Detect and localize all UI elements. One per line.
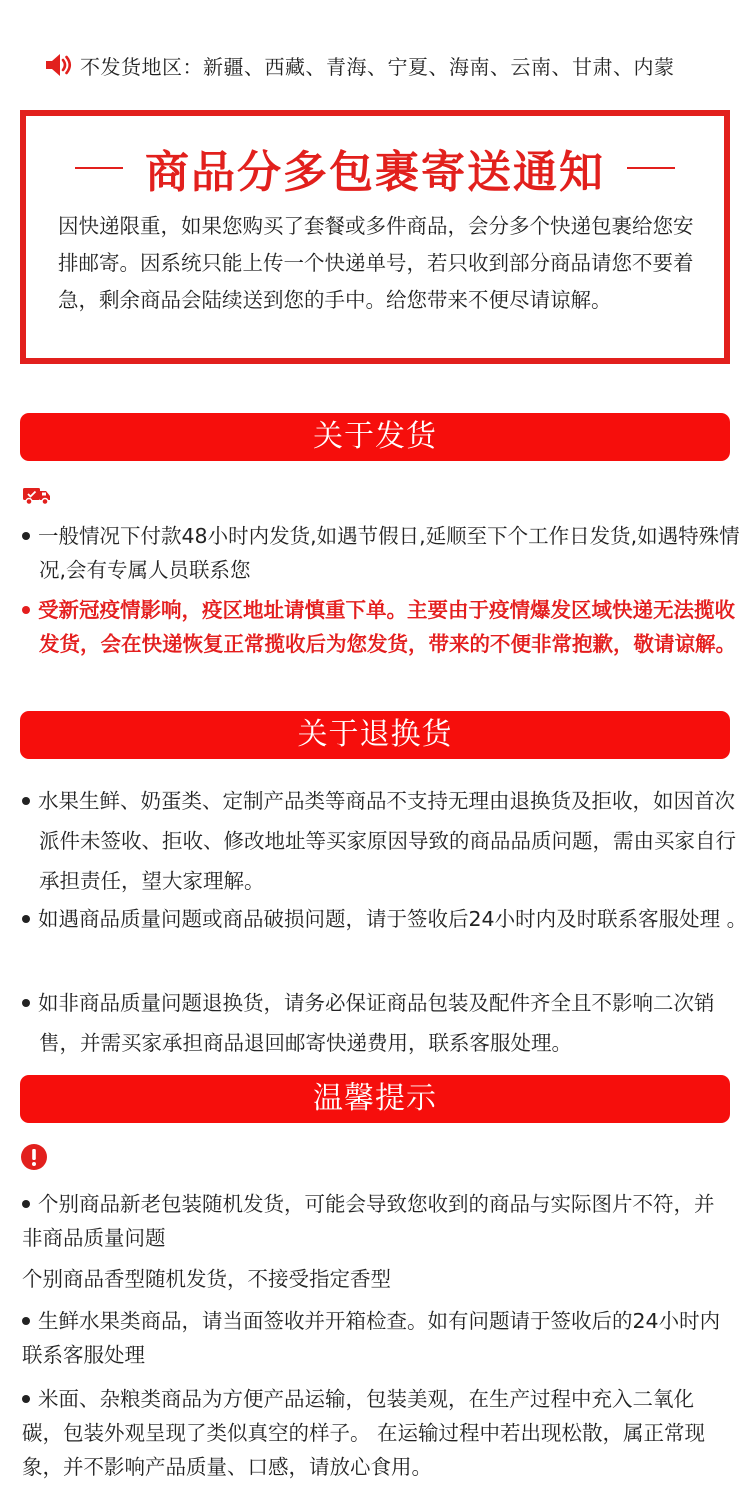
tips-section-heading: 温馨提示 [20,1075,730,1123]
tips-item-2: 个别商品香型随机发货，不接受指定香型 [22,1267,391,1291]
shipping-item-covid: 受新冠疫情影响，疫区地址请慎重下单。主要由于疫情爆发区域快递无法揽收发货，会在快递恢复正常揽收后为您发货，带来的不便非常抱歉，敬请谅解。 [22,593,749,661]
tips-item-3: 生鲜水果类商品，请当面签收并开箱检查。如有问题请于签收后的24小时内联系客服处理 [22,1309,721,1367]
notice-title: 商品分多包裹寄送通知 [145,147,605,198]
notice-body: 因快递限重，如果您购买了套餐或多件商品，会分多个快递包裹给您安排邮寄。因系统只能上传一个快递单号，若只收到部分商品请您不要着急，剩余商品会陆续送到您的手中。给您带来不便尽请谅解。 [58,214,694,312]
no-ship-region-text: 不发货地区：新疆、西藏、青海、宁夏、海南、云南、甘肃、内蒙 [80,54,675,79]
bullet [22,999,30,1007]
bullet [22,1317,30,1325]
shipping-item-1: 一般情况下付款48小时内发货,如遇节假日,延顺至下个工作日发货,如遇特殊情况,会有专属人员联系您 [22,519,749,587]
speaker-icon [44,52,72,78]
bullet [22,1395,30,1403]
title-divider-left [75,167,123,169]
title-divider-right [627,167,675,169]
bullet [22,606,30,614]
returns-item-1: 水果生鲜、奶蛋类、定制产品类等商品不支持无理由退换货及拒收，如因首次派件未签收、拒收、修改地址等买家原因导致的商品品质问题，需由买家自行承担责任，望大家理解。 [22,781,749,901]
truck-icon [22,482,52,506]
exclamation-icon [20,1143,48,1171]
tips-item-1: 个别商品新老包装随机发货，可能会导致您收到的商品与实际图片不符，并非商品质量问题 [22,1192,715,1250]
bullet [22,1200,30,1208]
bullet [22,915,30,923]
notice-title-row [26,138,724,198]
bullet [22,797,30,805]
no-ship-region-notice [44,50,734,80]
shipping-section-heading: 关于发货 [20,413,730,461]
returns-item-3: 如非商品质量问题退换货，请务必保证商品包装及配件齐全且不影响二次销售，并需买家承担商品退回邮寄快递费用，联系客服处理。 [22,983,749,1063]
multi-package-notice [20,110,730,364]
returns-item-2: 如遇商品质量问题或商品破损问题，请于签收后24小时内及时联系客服处理 。 [22,899,749,939]
returns-section-heading: 关于退换货 [20,711,730,759]
tips-item-4: 米面、杂粮类商品为方便产品运输，包装美观，在生产过程中充入二氧化碳，包装外观呈现了类似真空的样子。 在运输过程中若出现松散，属正常现象，并不影响产品质量、口感，请放心食用。 [22,1387,706,1479]
bullet [22,532,30,540]
